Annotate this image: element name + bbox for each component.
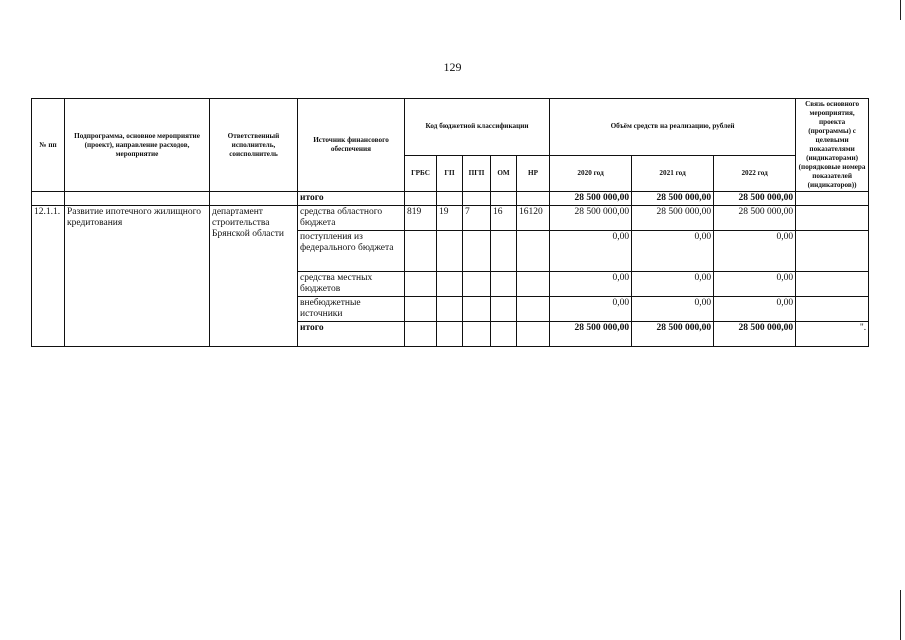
item-total-2020: 28 500 000,00 [550, 322, 632, 347]
federal-2022: 0,00 [714, 231, 796, 272]
blank-cell [405, 297, 437, 322]
code-pgp: 7 [463, 206, 491, 231]
header-code-nr: НР [517, 155, 550, 191]
federal-2021: 0,00 [632, 231, 714, 272]
blank-cell [517, 231, 550, 272]
local-2021: 0,00 [632, 272, 714, 297]
blank-cell [405, 322, 437, 347]
extrabudgetary-2022: 0,00 [714, 297, 796, 322]
blank-cell [463, 231, 491, 272]
blank-cell [463, 297, 491, 322]
blank-cell [463, 192, 491, 206]
regional-2020: 28 500 000,00 [550, 206, 632, 231]
blank-cell [796, 206, 869, 231]
top-total-2022: 28 500 000,00 [714, 192, 796, 206]
top-total-row [32, 192, 869, 206]
regional-2022: 28 500 000,00 [714, 206, 796, 231]
blank-cell [437, 231, 463, 272]
blank-cell [463, 272, 491, 297]
code-grbs: 819 [405, 206, 437, 231]
blank-cell [210, 192, 298, 206]
blank-cell [517, 297, 550, 322]
code-gp: 19 [437, 206, 463, 231]
federal-2020: 0,00 [550, 231, 632, 272]
blank-cell [437, 322, 463, 347]
header-row-1 [32, 99, 869, 156]
code-om: 16 [491, 206, 517, 231]
blank-cell [517, 322, 550, 347]
blank-cell [491, 231, 517, 272]
header-link: Связь основного мероприятия, проекта (программы) с целевыми показателями (индикаторами) (порядковые номера показателей (индикаторов)) [796, 99, 869, 192]
header-year-2021: 2021 год [632, 155, 714, 191]
blank-cell [517, 272, 550, 297]
top-total-2020: 28 500 000,00 [550, 192, 632, 206]
header-code-grbs: ГРБС [405, 155, 437, 191]
blank-cell [437, 272, 463, 297]
header-source: Источник финансового обеспечения [298, 99, 405, 192]
header-code-pgp: ПГП [463, 155, 491, 191]
item-number: 12.1.1. [32, 206, 65, 347]
header-volume: Объём средств на реализацию, рублей [550, 99, 796, 156]
blank-cell [405, 192, 437, 206]
item-total-2022: 28 500 000,00 [714, 322, 796, 347]
top-total-label: итого [298, 192, 405, 206]
blank-cell [405, 231, 437, 272]
extrabudgetary-2020: 0,00 [550, 297, 632, 322]
local-2022: 0,00 [714, 272, 796, 297]
margin-tick-top [900, 0, 901, 20]
blank-cell [796, 192, 869, 206]
extrabudgetary-2021: 0,00 [632, 297, 714, 322]
item-name: Развитие ипотечного жилищного кредитования [65, 206, 210, 347]
blank-cell [491, 322, 517, 347]
header-no: № пп [32, 99, 65, 192]
blank-cell [437, 297, 463, 322]
regional-2021: 28 500 000,00 [632, 206, 714, 231]
item-total-label: итого [298, 322, 405, 347]
source-extrabudgetary: внебюджетные источники [298, 297, 405, 322]
source-regional: средства областного бюджета [298, 206, 405, 231]
code-nr: 16120 [517, 206, 550, 231]
header-executor: Ответственный исполнитель, соисполнитель [210, 99, 298, 192]
blank-cell [32, 192, 65, 206]
budget-table [31, 98, 869, 347]
source-local: средства местных бюджетов [298, 272, 405, 297]
blank-cell [491, 297, 517, 322]
blank-cell [491, 192, 517, 206]
header-budget-code: Код бюджетной классификации [405, 99, 550, 156]
blank-cell [517, 192, 550, 206]
margin-tick-bottom [900, 590, 901, 640]
blank-cell [65, 192, 210, 206]
local-2020: 0,00 [550, 272, 632, 297]
blank-cell [796, 272, 869, 297]
header-year-2020: 2020 год [550, 155, 632, 191]
header-year-2022: 2022 год [714, 155, 796, 191]
header-code-om: ОМ [491, 155, 517, 191]
page-number: 129 [443, 60, 462, 74]
top-total-2021: 28 500 000,00 [632, 192, 714, 206]
item-link-mark: ". [796, 322, 869, 347]
blank-cell [796, 297, 869, 322]
blank-cell [491, 272, 517, 297]
header-subprogram: Подпрограмма, основное мероприятие (проект), направление расходов, мероприятие [65, 99, 210, 192]
blank-cell [405, 272, 437, 297]
item-executor: департамент строительства Брянской области [210, 206, 298, 347]
blank-cell [463, 322, 491, 347]
row-regional-budget [32, 206, 869, 231]
blank-cell [437, 192, 463, 206]
item-total-2021: 28 500 000,00 [632, 322, 714, 347]
blank-cell [796, 231, 869, 272]
source-federal: поступления из федерального бюджета [298, 231, 405, 272]
header-code-gp: ГП [437, 155, 463, 191]
